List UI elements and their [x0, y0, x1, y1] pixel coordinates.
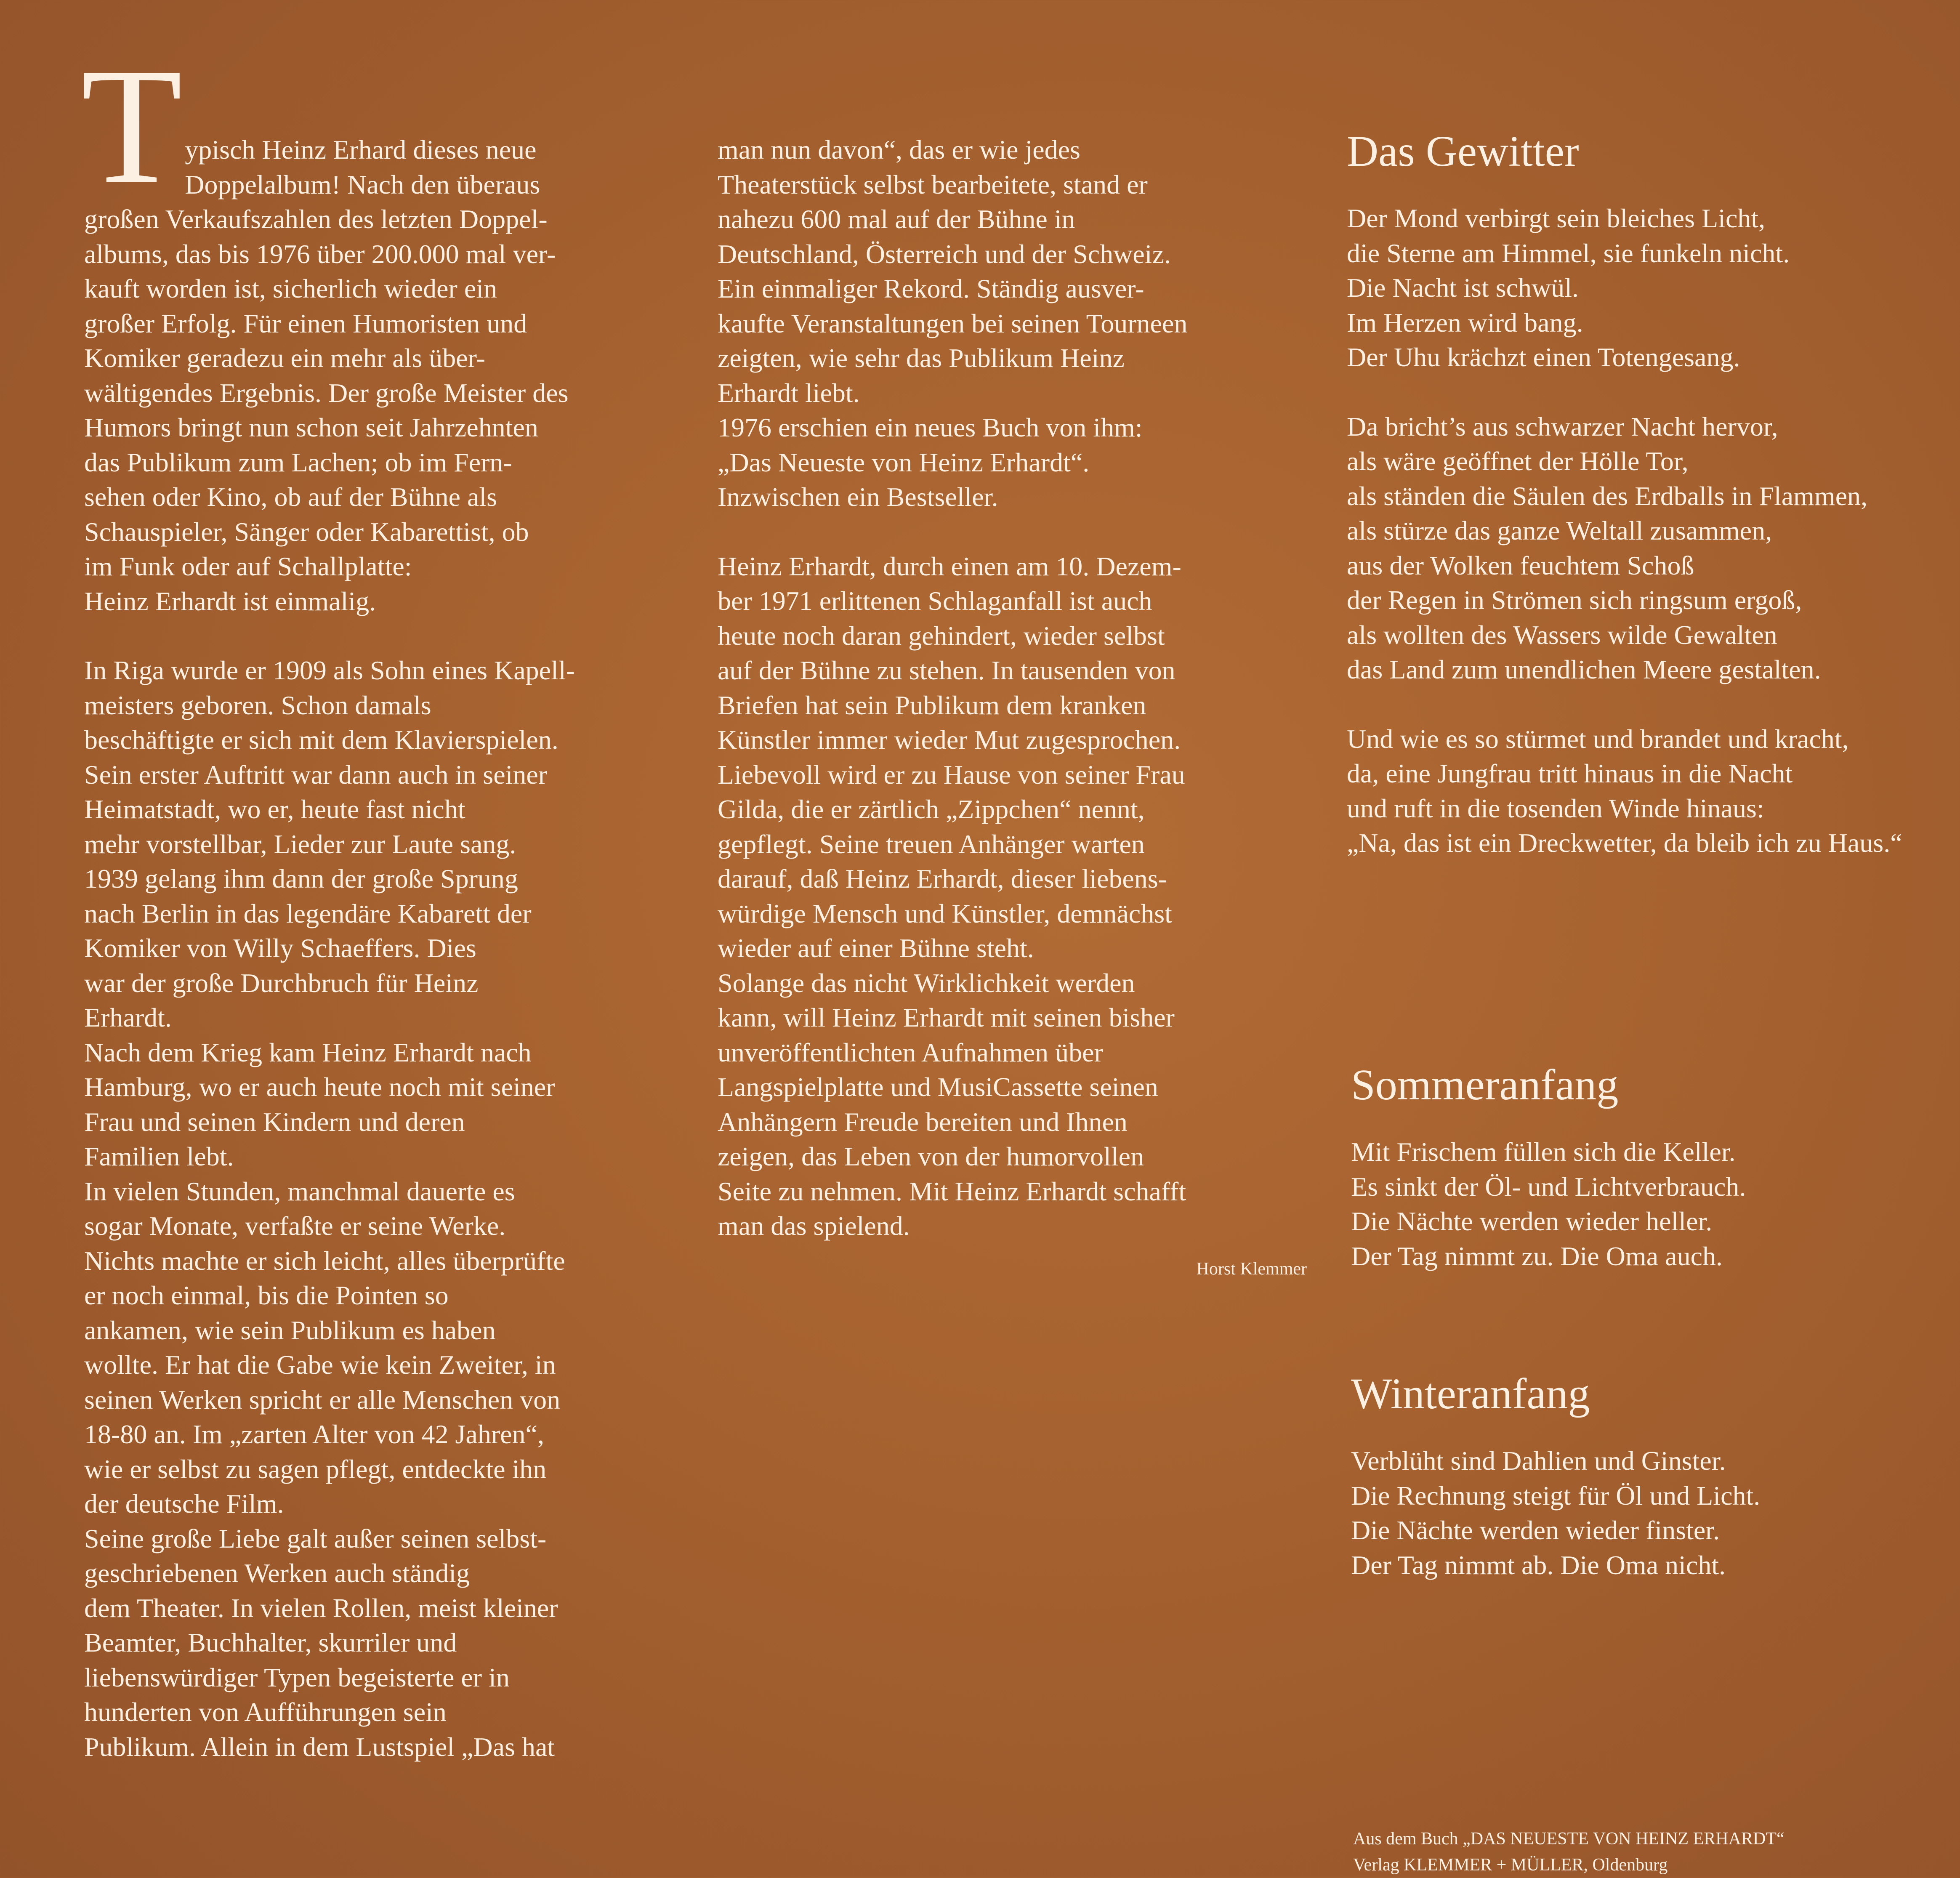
- text-line: Langspielplatte und MusiCassette seinen: [718, 1072, 1158, 1102]
- drop-cap: T: [81, 34, 183, 218]
- poem-line: Die Nacht ist schwül.: [1347, 273, 1579, 303]
- source-credit: [1353, 1826, 1784, 1878]
- text-line: Nichts machte er sich leicht, alles überprüfte: [84, 1245, 565, 1276]
- poem-line: aus der Wolken feuchtem Schoß: [1347, 550, 1694, 580]
- essay-paragraph: [84, 133, 673, 619]
- text-line: auf der Bühne zu stehen. In tausenden von: [718, 655, 1175, 685]
- essay-paragraph: [84, 653, 673, 1764]
- text-line: Frau und seinen Kindern und deren: [84, 1107, 465, 1137]
- text-line: ber 1971 erlittenen Schlaganfall ist auch: [718, 586, 1152, 616]
- text-line: Erhardt liebt.: [718, 378, 860, 408]
- text-line: wie er selbst zu sagen pflegt, entdeckte ihn: [84, 1454, 547, 1484]
- text-line: wältigendes Ergebnis. Der große Meister des: [84, 378, 569, 408]
- poem-line: Im Herzen wird bang.: [1347, 307, 1583, 338]
- text-line: meisters geboren. Schon damals: [84, 690, 431, 720]
- poem-line: Die Nächte werden wieder finster.: [1351, 1515, 1720, 1545]
- text-line: zeigten, wie sehr das Publikum Heinz: [718, 343, 1125, 373]
- text-line: Seine große Liebe galt außer seinen selbst-: [84, 1523, 547, 1553]
- text-line: man nun davon“, das er wie jedes: [718, 135, 1080, 165]
- poem-line: Und wie es so stürmet und brandet und kracht,: [1347, 724, 1849, 754]
- poem-line: und ruft in die tosenden Winde hinaus:: [1347, 793, 1764, 823]
- text-line: nach Berlin in das legendäre Kabarett der: [84, 898, 532, 928]
- poem-line: die Sterne am Himmel, sie funkeln nicht.: [1347, 238, 1790, 268]
- credit-line-2: Verlag KLEMMER + MÜLLER, Oldenburg: [1353, 1855, 1668, 1875]
- author-signature: Horst Klemmer: [1196, 1259, 1307, 1279]
- poem-line: Der Mond verbirgt sein bleiches Licht,: [1347, 203, 1766, 233]
- text-line: im Funk oder auf Schallplatte:: [84, 551, 412, 581]
- text-line: 18-80 an. Im „zarten Alter von 42 Jahren“,: [84, 1419, 544, 1449]
- text-line: Heimatstadt, wo er, heute fast nicht: [84, 794, 465, 824]
- poem-line: als wäre geöffnet der Hölle Tor,: [1347, 446, 1689, 476]
- credit-line-1: Aus dem Buch „DAS NEUESTE VON HEINZ ERHARDT“: [1353, 1829, 1784, 1849]
- text-line: kauft worden ist, sicherlich wieder ein: [84, 274, 497, 303]
- text-line: er noch einmal, bis die Pointen so: [84, 1280, 449, 1310]
- poem-line: als ständen die Säulen des Erdballs in Flammen,: [1347, 481, 1868, 511]
- poem-line: Der Uhu krächzt einen Totengesang.: [1347, 342, 1740, 372]
- text-line: der deutsche Film.: [84, 1489, 284, 1519]
- text-line: würdige Mensch und Künstler, demnächst: [718, 898, 1172, 928]
- poem-line: da, eine Jungfrau tritt hinaus in die Nacht: [1347, 758, 1793, 788]
- essay-paragraph: [718, 549, 1307, 1244]
- text-line: wieder auf einer Bühne steht.: [718, 933, 1034, 963]
- text-line: liebenswürdiger Typen begeisterte er in: [84, 1662, 510, 1692]
- poem-line: Mit Frischem füllen sich die Keller.: [1351, 1137, 1736, 1167]
- text-line: Publikum. Allein in dem Lustspiel „Das hat: [84, 1732, 555, 1762]
- text-line: ankamen, wie sein Publikum es haben: [84, 1315, 496, 1345]
- text-line: geschriebenen Werken auch ständig: [84, 1558, 470, 1588]
- poem-line: „Na, das ist ein Dreckwetter, da bleib ich zu Haus.“: [1347, 828, 1902, 858]
- essay-paragraph: [718, 133, 1307, 515]
- text-line: das Publikum zum Lachen; ob im Fern-: [84, 447, 512, 477]
- text-line: Briefen hat sein Publikum dem kranken: [718, 690, 1146, 720]
- text-line: ypisch Heinz Erhard dieses neue: [185, 135, 537, 165]
- text-line: Deutschland, Österreich und der Schweiz.: [718, 239, 1171, 269]
- text-line: In Riga wurde er 1909 als Sohn eines Kapell-: [84, 655, 575, 685]
- text-line: In vielen Stunden, manchmal dauerte es: [84, 1176, 515, 1206]
- poem-line: das Land zum unendlichen Meere gestalten.: [1347, 654, 1821, 684]
- text-line: Sein erster Auftritt war dann auch in seiner: [84, 759, 548, 790]
- text-line: mehr vorstellbar, Lieder zur Laute sang.: [84, 829, 516, 859]
- text-line: Gilda, die er zärtlich „Zippchen“ nennt,: [718, 794, 1145, 824]
- poem-line: als wollten des Wassers wilde Gewalten: [1347, 620, 1777, 650]
- poem-line: Es sinkt der Öl- und Lichtverbrauch.: [1351, 1171, 1746, 1202]
- poem-title: Winteranfang: [1351, 1370, 1590, 1418]
- poem-line: Da bricht’s aus schwarzer Nacht hervor,: [1347, 411, 1778, 442]
- text-line: war der große Durchbruch für Heinz: [84, 968, 479, 998]
- text-line: Komiker geradezu ein mehr als über-: [84, 343, 485, 373]
- poem-line: Der Tag nimmt zu. Die Oma auch.: [1351, 1241, 1723, 1271]
- poem-line: Der Tag nimmt ab. Die Oma nicht.: [1351, 1550, 1726, 1580]
- poem-line: Die Rechnung steigt für Öl und Licht.: [1351, 1480, 1761, 1511]
- text-line: Theaterstück selbst bearbeitete, stand er: [718, 169, 1148, 200]
- poem-line: der Regen in Strömen sich ringsum ergoß,: [1347, 585, 1802, 615]
- text-line: heute noch daran gehindert, wieder selbst: [718, 620, 1165, 651]
- text-line: Künstler immer wieder Mut zugesprochen.: [718, 725, 1181, 755]
- essay-column-2: [718, 133, 1307, 1279]
- text-line: Hamburg, wo er auch heute noch mit seiner: [84, 1072, 555, 1102]
- text-line: Inzwischen ein Bestseller.: [718, 482, 998, 512]
- text-line: großen Verkaufszahlen des letzten Doppel-: [84, 204, 548, 234]
- text-line: wollte. Er hat die Gabe wie kein Zweiter, in: [84, 1350, 556, 1380]
- essay-column-1: [81, 34, 673, 1764]
- text-line: Liebevoll wird er zu Hause von seiner Frau: [718, 759, 1185, 790]
- text-line: 1939 gelang ihm dann der große Sprung: [84, 864, 518, 894]
- text-line: kaufte Veranstaltungen bei seinen Tourneen: [718, 308, 1188, 338]
- poem-line: Die Nächte werden wieder heller.: [1351, 1206, 1713, 1236]
- text-line: Seite zu nehmen. Mit Heinz Erhardt schafft: [718, 1176, 1186, 1206]
- poem-title: Sommeranfang: [1351, 1061, 1619, 1109]
- text-line: gepflegt. Seine treuen Anhänger warten: [718, 829, 1145, 859]
- text-line: dem Theater. In vielen Rollen, meist kleiner: [84, 1593, 558, 1623]
- text-line: unveröffentlichten Aufnahmen über: [718, 1037, 1103, 1067]
- poem-line: als stürze das ganze Weltall zusammen,: [1347, 516, 1772, 545]
- text-line: kann, will Heinz Erhardt mit seinen bisher: [718, 1003, 1175, 1032]
- text-line: Familien lebt.: [84, 1141, 234, 1171]
- text-line: Humors bringt nun schon seit Jahrzehnten: [84, 412, 538, 442]
- text-line: Komiker von Willy Schaeffers. Dies: [84, 933, 476, 963]
- text-line: Erhardt.: [84, 1003, 172, 1032]
- text-line: albums, das bis 1976 über 200.000 mal ver-: [84, 239, 556, 269]
- text-line: 1976 erschien ein neues Buch von ihm:: [718, 412, 1143, 442]
- text-line: darauf, daß Heinz Erhardt, dieser liebens-: [718, 864, 1167, 894]
- text-line: zeigen, das Leben von der humorvollen: [718, 1141, 1144, 1171]
- text-line: Heinz Erhardt ist einmalig.: [84, 586, 376, 616]
- poem-line: Verblüht sind Dahlien und Ginster.: [1351, 1446, 1726, 1476]
- text-line: Anhängern Freude bereiten und Ihnen: [718, 1107, 1128, 1137]
- text-line: Heinz Erhardt, durch einen am 10. Dezem-: [718, 551, 1181, 581]
- text-line: beschäftigte er sich mit dem Klavierspielen.: [84, 725, 558, 755]
- poem-title: Das Gewitter: [1347, 127, 1579, 176]
- text-line: „Das Neueste von Heinz Erhardt“.: [718, 447, 1090, 477]
- text-line: Doppelalbum! Nach den überaus: [185, 169, 540, 200]
- text-line: sogar Monate, verfaßte er seine Werke.: [84, 1211, 506, 1241]
- text-line: man das spielend.: [718, 1211, 910, 1241]
- text-line: großer Erfolg. Für einen Humoristen und: [84, 308, 527, 338]
- text-line: Beamter, Buchhalter, skurriler und: [84, 1628, 457, 1657]
- text-line: sehen oder Kino, ob auf der Bühne als: [84, 482, 497, 512]
- text-line: Schauspieler, Sänger oder Kabarettist, ob: [84, 516, 529, 547]
- text-line: Solange das nicht Wirklichkeit werden: [718, 968, 1135, 998]
- poem: [1347, 126, 1936, 861]
- text-line: Ein einmaliger Rekord. Ständig ausver-: [718, 274, 1144, 303]
- text-line: hunderten von Aufführungen sein: [84, 1697, 447, 1727]
- poem: [1351, 1060, 1940, 1274]
- poem: [1351, 1369, 1940, 1583]
- text-line: seinen Werken spricht er alle Menschen von: [84, 1384, 561, 1415]
- text-line: nahezu 600 mal auf der Bühne in: [718, 204, 1075, 234]
- text-line: Nach dem Krieg kam Heinz Erhardt nach: [84, 1037, 532, 1067]
